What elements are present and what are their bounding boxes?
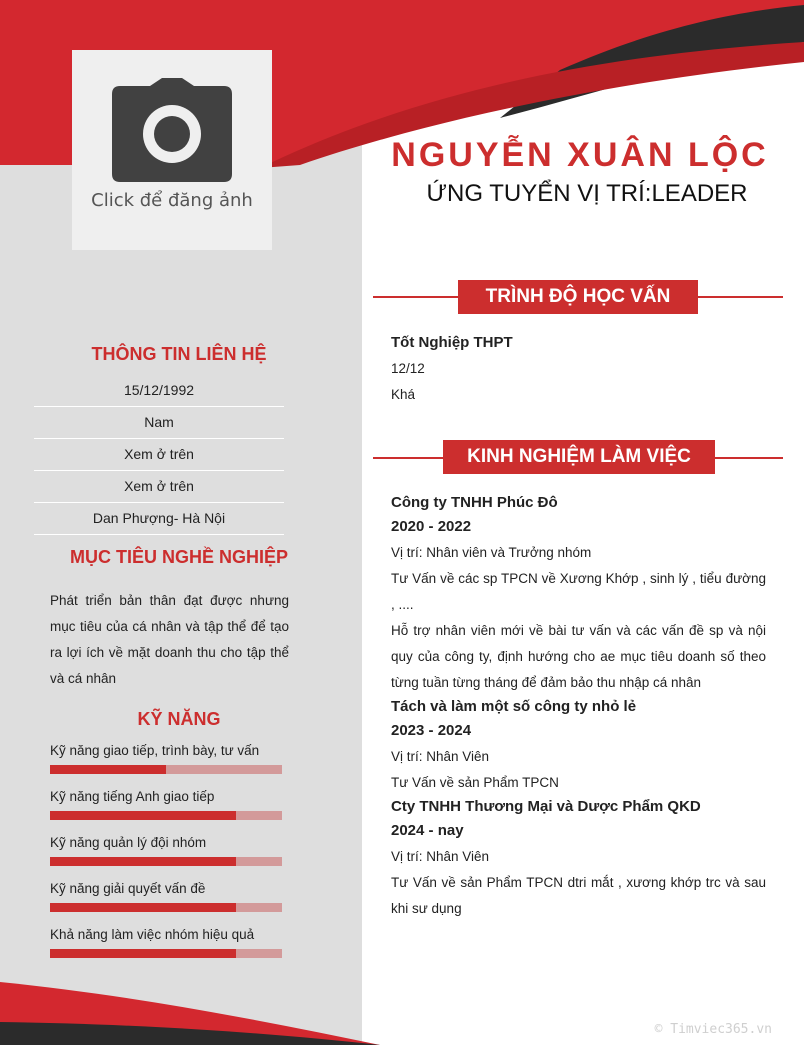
watermark: © Timviec365.vn [654,1022,772,1037]
education-school: Tốt Nghiệp THPT [391,334,513,351]
job-description: Tư Vấn về sản Phẩm TPCN [391,775,559,790]
job-company: Cty TNHH Thương Mại và Dược Phẩm QKD [391,798,701,815]
skill-label: Kỹ năng quản lý đội nhóm [50,835,207,850]
contact-email: Xem ở trên [34,470,284,503]
objective-title: MỤC TIÊU NGHỀ NGHIỆP [69,547,288,567]
skill-bar-fill [50,811,236,820]
experience-title: KINH NGHIỆM LÀM VIỆC [443,440,715,474]
job-company: Tách và làm một số công ty nhỏ lẻ [391,698,637,715]
photo-upload[interactable] [72,50,272,250]
skill-item [50,833,282,866]
skill-bar [50,765,282,774]
skill-bar [50,949,282,958]
education-rank: Khá [391,387,416,402]
job-company: Công ty TNHH Phúc Đô [391,494,558,511]
skill-bar-fill [50,765,166,774]
education-grade: 12/12 [391,361,425,376]
contact-title: THÔNG TIN LIÊN HỆ [91,344,267,364]
skill-bar-fill [50,857,236,866]
education-title: TRÌNH ĐỘ HỌC VẤN [458,280,698,314]
skill-label: Kỹ năng tiếng Anh giao tiếp [50,789,215,804]
skill-item [50,787,282,820]
contact-phone: Xem ở trên [34,438,284,471]
job-description: Tư Vấn về các sp TPCN về Xương Khớp , sinh lý , tiểu đường , .... [391,571,766,612]
contact-birthday: 15/12/1992 [34,374,284,407]
job-role: Vị trí: Nhân Viên [391,749,490,764]
contact-gender: Nam [34,406,284,439]
skill-bar-fill [50,903,236,912]
skills-title: KỸ NĂNG [137,709,221,729]
skill-label: Kỹ năng giải quyết vấn đề [50,881,206,896]
photo-caption: Click để đăng ảnh [91,190,253,211]
skill-bar-fill [50,949,236,958]
job-period: 2023 - 2024 [391,722,472,739]
camera-icon [112,78,232,184]
skill-item [50,925,282,958]
skill-item [50,879,282,912]
skill-bar [50,811,282,820]
objective-text: Phát triển bản thân đạt được nhưng mục tiêu của cá nhân và tập thể để tạo ra lợi ích về mặt doanh thu cho tập thể và cá nhân [50,593,289,686]
job-role: Vị trí: Nhân Viên [391,849,490,864]
skill-bar [50,903,282,912]
skill-bar [50,857,282,866]
candidate-name: NGUYỄN XUÂN LỘC [391,136,769,174]
contact-address: Dan Phượng- Hà Nội [34,502,284,535]
job-period: 2024 - nay [391,822,464,839]
job-description: Tư Vấn về sản Phẩm TPCN dtri mắt , xương khớp trc và sau khi sư dụng [391,875,766,916]
job-description: Hỗ trợ nhân viên mới về bài tư vấn và các vấn đề sp và nội quy của công ty, định hướng cho ae mục tiêu doanh số theo từng tuần từng tháng để đảm bảo thu nhập cá nhân [391,623,766,690]
job-period: 2020 - 2022 [391,518,472,535]
applied-position: ỨNG TUYỂN VỊ TRÍ:LEADER [426,180,748,207]
job-role: Vị trí: Nhân viên và Trưởng nhóm [391,545,592,560]
skill-label: Khả năng làm việc nhóm hiệu quả [50,927,255,942]
skill-item [50,741,282,774]
skill-label: Kỹ năng giao tiếp, trình bày, tư vấn [50,743,260,758]
